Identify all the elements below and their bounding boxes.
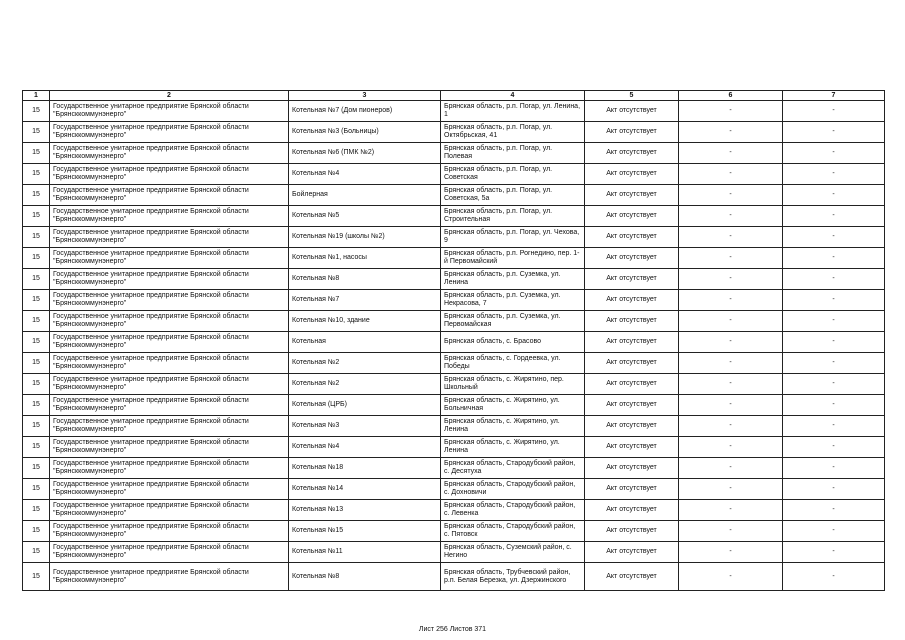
cell-col7: -	[783, 122, 885, 143]
cell-number: 15	[23, 122, 50, 143]
cell-act: Акт отсутствует	[585, 500, 679, 521]
cell-organization: Государственное унитарное предприятие Брянской области "Брянсккоммунэнерго"	[50, 122, 289, 143]
cell-object: Котельная №8	[289, 269, 441, 290]
cell-object: Котельная (ЦРБ)	[289, 395, 441, 416]
cell-col6: -	[679, 269, 783, 290]
cell-act: Акт отсутствует	[585, 332, 679, 353]
cell-number: 15	[23, 269, 50, 290]
cell-address: Брянская область, р.п. Погар, ул. Октябрьская, 41	[441, 122, 585, 143]
cell-number: 15	[23, 563, 50, 591]
cell-organization: Государственное унитарное предприятие Брянской области "Брянсккоммунэнерго"	[50, 143, 289, 164]
cell-col7: -	[783, 248, 885, 269]
cell-address: Брянская область, с. Жирятино, пер. Школьный	[441, 374, 585, 395]
cell-act: Акт отсутствует	[585, 563, 679, 591]
cell-organization: Государственное унитарное предприятие Брянской области "Брянсккоммунэнерго"	[50, 395, 289, 416]
cell-address: Брянская область, Трубчевский район, р.п. Белая Березка, ул. Дзержинского	[441, 563, 585, 591]
column-header-7: 7	[783, 91, 885, 101]
table-row	[23, 395, 885, 416]
cell-number: 15	[23, 290, 50, 311]
cell-object: Котельная №7 (Дом пионеров)	[289, 101, 441, 122]
cell-act: Акт отсутствует	[585, 227, 679, 248]
cell-organization: Государственное унитарное предприятие Брянской области "Брянсккоммунэнерго"	[50, 563, 289, 591]
page-number-footer: Лист 256 Листов 371	[418, 626, 487, 633]
cell-act: Акт отсутствует	[585, 458, 679, 479]
cell-col6: -	[679, 500, 783, 521]
cell-act: Акт отсутствует	[585, 269, 679, 290]
column-header-4: 4	[441, 91, 585, 101]
cell-act: Акт отсутствует	[585, 416, 679, 437]
cell-act: Акт отсутствует	[585, 290, 679, 311]
table-row	[23, 143, 885, 164]
column-header-1: 1	[23, 91, 50, 101]
cell-address: Брянская область, р.п. Погар, ул. Советская	[441, 164, 585, 185]
table-row	[23, 248, 885, 269]
cell-col6: -	[679, 164, 783, 185]
cell-object: Котельная №11	[289, 542, 441, 563]
table-row	[23, 563, 885, 591]
table-row	[23, 374, 885, 395]
cell-address: Брянская область, р.п. Рогнедино, пер. 1-й Первомайский	[441, 248, 585, 269]
cell-organization: Государственное унитарное предприятие Брянской области "Брянсккоммунэнерго"	[50, 353, 289, 374]
cell-address: Брянская область, Суземский район, с. Негино	[441, 542, 585, 563]
cell-number: 15	[23, 248, 50, 269]
column-header-2: 2	[50, 91, 289, 101]
cell-act: Акт отсутствует	[585, 353, 679, 374]
table-row	[23, 185, 885, 206]
cell-organization: Государственное унитарное предприятие Брянской области "Брянсккоммунэнерго"	[50, 227, 289, 248]
cell-object: Котельная №2	[289, 374, 441, 395]
cell-number: 15	[23, 227, 50, 248]
cell-object: Котельная №4	[289, 164, 441, 185]
cell-organization: Государственное унитарное предприятие Брянской области "Брянсккоммунэнерго"	[50, 458, 289, 479]
cell-address: Брянская область, р.п. Суземка, ул. Ленина	[441, 269, 585, 290]
table-row	[23, 458, 885, 479]
cell-address: Брянская область, р.п. Погар, ул. Ленина, 1	[441, 101, 585, 122]
cell-col7: -	[783, 458, 885, 479]
cell-col7: -	[783, 500, 885, 521]
cell-organization: Государственное унитарное предприятие Брянской области "Брянсккоммунэнерго"	[50, 101, 289, 122]
cell-organization: Государственное унитарное предприятие Брянской области "Брянсккоммунэнерго"	[50, 248, 289, 269]
cell-organization: Государственное унитарное предприятие Брянской области "Брянсккоммунэнерго"	[50, 269, 289, 290]
cell-col7: -	[783, 332, 885, 353]
cell-object: Котельная №3 (Больницы)	[289, 122, 441, 143]
cell-organization: Государственное унитарное предприятие Брянской области "Брянсккоммунэнерго"	[50, 311, 289, 332]
cell-object: Котельная №5	[289, 206, 441, 227]
cell-col7: -	[783, 479, 885, 500]
cell-number: 15	[23, 521, 50, 542]
cell-col6: -	[679, 479, 783, 500]
cell-col6: -	[679, 353, 783, 374]
cell-number: 15	[23, 332, 50, 353]
cell-col6: -	[679, 563, 783, 591]
cell-col6: -	[679, 311, 783, 332]
cell-object: Котельная №1, насосы	[289, 248, 441, 269]
cell-col7: -	[783, 416, 885, 437]
cell-col6: -	[679, 101, 783, 122]
cell-col6: -	[679, 374, 783, 395]
cell-organization: Государственное унитарное предприятие Брянской области "Брянсккоммунэнерго"	[50, 164, 289, 185]
cell-col7: -	[783, 437, 885, 458]
cell-organization: Государственное унитарное предприятие Брянской области "Брянсккоммунэнерго"	[50, 332, 289, 353]
cell-object: Котельная	[289, 332, 441, 353]
cell-object: Котельная №3	[289, 416, 441, 437]
cell-col6: -	[679, 290, 783, 311]
registry-sheet	[22, 90, 884, 591]
cell-col7: -	[783, 542, 885, 563]
cell-organization: Государственное унитарное предприятие Брянской области "Брянсккоммунэнерго"	[50, 521, 289, 542]
cell-number: 15	[23, 542, 50, 563]
cell-address: Брянская область, р.п. Погар, ул. Чехова, 9	[441, 227, 585, 248]
cell-organization: Государственное унитарное предприятие Брянской области "Брянсккоммунэнерго"	[50, 185, 289, 206]
cell-col7: -	[783, 143, 885, 164]
cell-act: Акт отсутствует	[585, 542, 679, 563]
cell-organization: Государственное унитарное предприятие Брянской области "Брянсккоммунэнерго"	[50, 416, 289, 437]
cell-col6: -	[679, 227, 783, 248]
cell-col6: -	[679, 416, 783, 437]
cell-object: Котельная №7	[289, 290, 441, 311]
cell-col7: -	[783, 185, 885, 206]
cell-col7: -	[783, 563, 885, 591]
cell-address: Брянская область, с. Жирятино, ул. Больничная	[441, 395, 585, 416]
cell-col7: -	[783, 353, 885, 374]
cell-number: 15	[23, 437, 50, 458]
cell-col7: -	[783, 374, 885, 395]
cell-act: Акт отсутствует	[585, 185, 679, 206]
cell-organization: Государственное унитарное предприятие Брянской области "Брянсккоммунэнерго"	[50, 374, 289, 395]
cell-object: Котельная №6 (ПМК №2)	[289, 143, 441, 164]
cell-address: Брянская область, р.п. Погар, ул. Советская, 5а	[441, 185, 585, 206]
cell-col6: -	[679, 185, 783, 206]
cell-number: 15	[23, 395, 50, 416]
cell-number: 15	[23, 353, 50, 374]
cell-col7: -	[783, 311, 885, 332]
cell-organization: Государственное унитарное предприятие Брянской области "Брянсккоммунэнерго"	[50, 500, 289, 521]
cell-number: 15	[23, 458, 50, 479]
cell-number: 15	[23, 143, 50, 164]
cell-act: Акт отсутствует	[585, 101, 679, 122]
cell-object: Котельная №8	[289, 563, 441, 591]
cell-act: Акт отсутствует	[585, 248, 679, 269]
cell-address: Брянская область, с. Гордеевка, ул. Победы	[441, 353, 585, 374]
table-row	[23, 353, 885, 374]
cell-object: Котельная №2	[289, 353, 441, 374]
cell-col6: -	[679, 437, 783, 458]
cell-number: 15	[23, 479, 50, 500]
cell-act: Акт отсутствует	[585, 122, 679, 143]
cell-number: 15	[23, 311, 50, 332]
cell-object: Котельная №15	[289, 521, 441, 542]
cell-number: 15	[23, 164, 50, 185]
table-row	[23, 521, 885, 542]
cell-col7: -	[783, 227, 885, 248]
cell-col7: -	[783, 164, 885, 185]
cell-col6: -	[679, 248, 783, 269]
cell-object: Котельная №14	[289, 479, 441, 500]
table-row	[23, 122, 885, 143]
cell-organization: Государственное унитарное предприятие Брянской области "Брянсккоммунэнерго"	[50, 437, 289, 458]
cell-act: Акт отсутствует	[585, 164, 679, 185]
cell-address: Брянская область, Стародубский район, с. Дохновичи	[441, 479, 585, 500]
cell-col6: -	[679, 143, 783, 164]
table-row	[23, 416, 885, 437]
cell-act: Акт отсутствует	[585, 206, 679, 227]
cell-col6: -	[679, 458, 783, 479]
cell-col7: -	[783, 395, 885, 416]
cell-col6: -	[679, 521, 783, 542]
cell-object: Котельная №10, здание	[289, 311, 441, 332]
cell-act: Акт отсутствует	[585, 374, 679, 395]
cell-object: Бойлерная	[289, 185, 441, 206]
cell-col7: -	[783, 269, 885, 290]
header-row	[23, 91, 885, 101]
table-row	[23, 479, 885, 500]
cell-col6: -	[679, 122, 783, 143]
cell-act: Акт отсутствует	[585, 437, 679, 458]
cell-col7: -	[783, 290, 885, 311]
column-header-5: 5	[585, 91, 679, 101]
cell-address: Брянская область, с. Жирятино, ул. Ленина	[441, 437, 585, 458]
cell-address: Брянская область, Стародубский район, с. Десятуха	[441, 458, 585, 479]
column-header-6: 6	[679, 91, 783, 101]
table-row	[23, 101, 885, 122]
table-row	[23, 269, 885, 290]
cell-col7: -	[783, 206, 885, 227]
registry-table	[22, 90, 885, 591]
table-row	[23, 206, 885, 227]
cell-number: 15	[23, 206, 50, 227]
cell-object: Котельная №4	[289, 437, 441, 458]
cell-number: 15	[23, 185, 50, 206]
table-row	[23, 500, 885, 521]
table-row	[23, 332, 885, 353]
cell-number: 15	[23, 416, 50, 437]
cell-act: Акт отсутствует	[585, 395, 679, 416]
cell-act: Акт отсутствует	[585, 143, 679, 164]
cell-object: Котельная №18	[289, 458, 441, 479]
cell-number: 15	[23, 101, 50, 122]
cell-organization: Государственное унитарное предприятие Брянской области "Брянсккоммунэнерго"	[50, 206, 289, 227]
table-row	[23, 311, 885, 332]
column-header-3: 3	[289, 91, 441, 101]
cell-act: Акт отсутствует	[585, 311, 679, 332]
cell-organization: Государственное унитарное предприятие Брянской области "Брянсккоммунэнерго"	[50, 479, 289, 500]
cell-address: Брянская область, р.п. Погар, ул. Строительная	[441, 206, 585, 227]
cell-organization: Государственное унитарное предприятие Брянской области "Брянсккоммунэнерго"	[50, 290, 289, 311]
cell-col6: -	[679, 395, 783, 416]
cell-col7: -	[783, 101, 885, 122]
table-row	[23, 437, 885, 458]
table-row	[23, 164, 885, 185]
cell-organization: Государственное унитарное предприятие Брянской области "Брянсккоммунэнерго"	[50, 542, 289, 563]
table-row	[23, 290, 885, 311]
table-row	[23, 542, 885, 563]
cell-address: Брянская область, р.п. Суземка, ул. Первомайская	[441, 311, 585, 332]
cell-address: Брянская область, с. Жирятино, ул. Ленина	[441, 416, 585, 437]
cell-act: Акт отсутствует	[585, 479, 679, 500]
cell-col6: -	[679, 332, 783, 353]
cell-address: Брянская область, р.п. Погар, ул. Полевая	[441, 143, 585, 164]
cell-number: 15	[23, 500, 50, 521]
cell-object: Котельная №19 (школы №2)	[289, 227, 441, 248]
cell-col7: -	[783, 521, 885, 542]
table-row	[23, 227, 885, 248]
cell-address: Брянская область, с. Брасово	[441, 332, 585, 353]
cell-act: Акт отсутствует	[585, 521, 679, 542]
cell-number: 15	[23, 374, 50, 395]
cell-col6: -	[679, 206, 783, 227]
cell-col6: -	[679, 542, 783, 563]
table-body	[23, 101, 885, 591]
cell-address: Брянская область, Стародубский район, с. Пятовск	[441, 521, 585, 542]
cell-address: Брянская область, Стародубский район, с. Левенка	[441, 500, 585, 521]
cell-address: Брянская область, р.п. Суземка, ул. Некрасова, 7	[441, 290, 585, 311]
cell-object: Котельная №13	[289, 500, 441, 521]
